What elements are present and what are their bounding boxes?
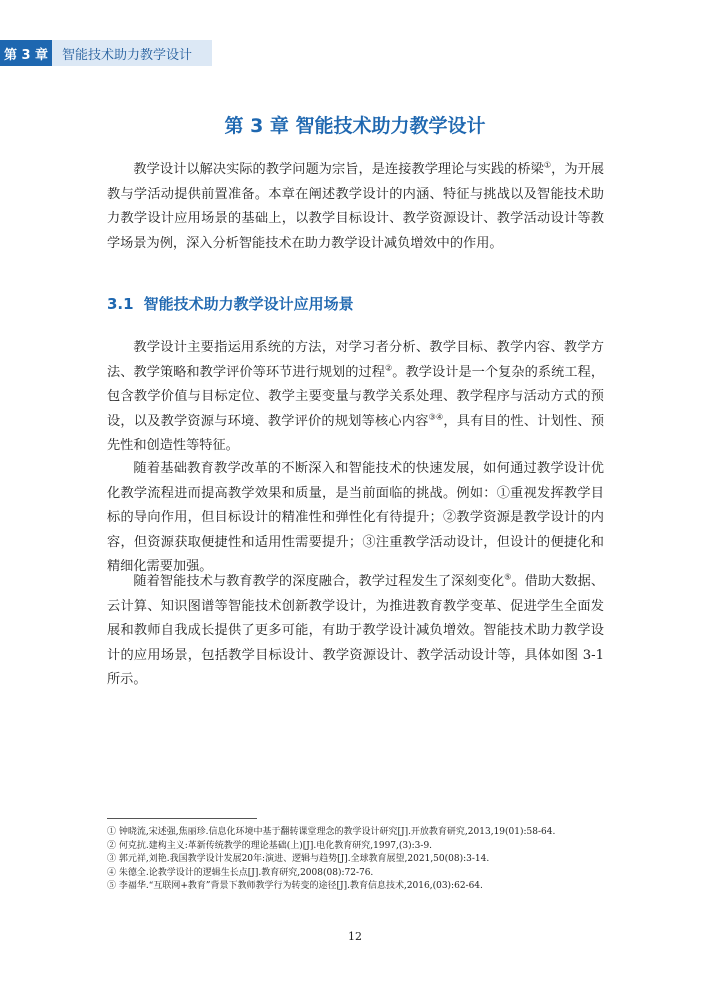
footnote-item: ④ 朱德全.论教学设计的逻辑生长点[J].教育研究,2008(08):72-76. xyxy=(107,867,374,878)
body-paragraph-1: 教学设计主要指运用系统的方法，对学习者分析、教学目标、教学内容、教学方法、教学策略和教学评价等环节进行规划的过程②。教学设计是一个复杂的系统工程，包含教学价值与目标定位、教学主要变量与教学关系处理、教学程序与活动方式的预设，以及教学资源与环境、教学评价的规划等核心内容③④，具有目的性、计划性、预先性和创造性等特征。 xyxy=(107,340,605,453)
chapter-label: 第 3 章 xyxy=(0,40,52,66)
chapter-title: 第 3 章 智能技术助力教学设计 xyxy=(224,115,486,137)
intro-paragraph: 教学设计以解决实际的教学问题为宗旨，是连接教学理论与实践的桥梁①，为开展教与学活动提供前置准备。本章在阐述教学设计的内涵、特征与挑战以及智能技术助力教学设计应用场景的基础上，以教学目标设计、教学资源设计、教学活动设计等教学场景为例，深入分析智能技术在助力教学设计减负增效中的作用。 xyxy=(107,160,605,251)
section-heading: 智能技术助力教学设计应用场景 xyxy=(143,295,354,313)
running-header xyxy=(0,40,212,66)
body-paragraph-2: 随着基础教育教学改革的不断深入和智能技术的快速发展，如何通过教学设计优化教学流程进而提高教学效果和质量，是当前面临的挑战。例如：①重视发挥教学目标的导向作用，但目标设计的精准性和弹性化有待提升；②教学资源是教学设计的内容，但资源获取便捷性和适用性需要提升；③注重教学活动设计，但设计的便捷化和精细化需要加强。 xyxy=(107,461,604,574)
footnote-item: ⑤ 李福华.“互联网+教育”背景下教师教学行为转变的途径[J].教育信息技术,2016,(03):62-64. xyxy=(107,881,483,891)
footnote-divider xyxy=(107,818,257,819)
footnotes xyxy=(107,826,604,894)
footnote-ref[interactable]: ⑤ xyxy=(504,572,512,582)
footnote-ref[interactable]: ② xyxy=(385,363,393,373)
footnote-item: ③ 郭元祥,刘艳.我国教学设计发展20年:演进、逻辑与趋势[J].全球教育展望,2021,50(08):3-14. xyxy=(107,854,490,864)
section-number: 3.1 xyxy=(107,295,134,313)
body-paragraph-3: 随着智能技术与教育教学的深度融合，教学过程发生了深刻变化⑤。借助大数据、云计算、知识图谱等智能技术创新教学设计，为推进教育教学变革、促进学生全面发展和教师自我成长提供了更多可能，有助于教学设计减负增效。智能技术助力教学设计的应用场景，包括教学目标设计、教学资源设计、教学活动设计等，具体如图 3-1 所示。 xyxy=(107,572,605,687)
footnote-ref[interactable]: ③④ xyxy=(428,412,444,422)
footnote-item: ① 钟晓流,宋述强,焦丽珍.信息化环境中基于翻转课堂理念的教学设计研究[J].开放教育研究,2013,19(01):58-64. xyxy=(107,827,556,837)
section-title xyxy=(107,293,354,314)
page-number: 12 xyxy=(348,930,362,943)
running-header-title: 智能技术助力教学设计 xyxy=(52,40,212,66)
footnote-item: ② 何克抗.建构主义:革新传统教学的理论基础(上)[J].电化教育研究,1997,(3):3-9. xyxy=(107,840,433,851)
footnote-ref[interactable]: ① xyxy=(543,160,552,170)
